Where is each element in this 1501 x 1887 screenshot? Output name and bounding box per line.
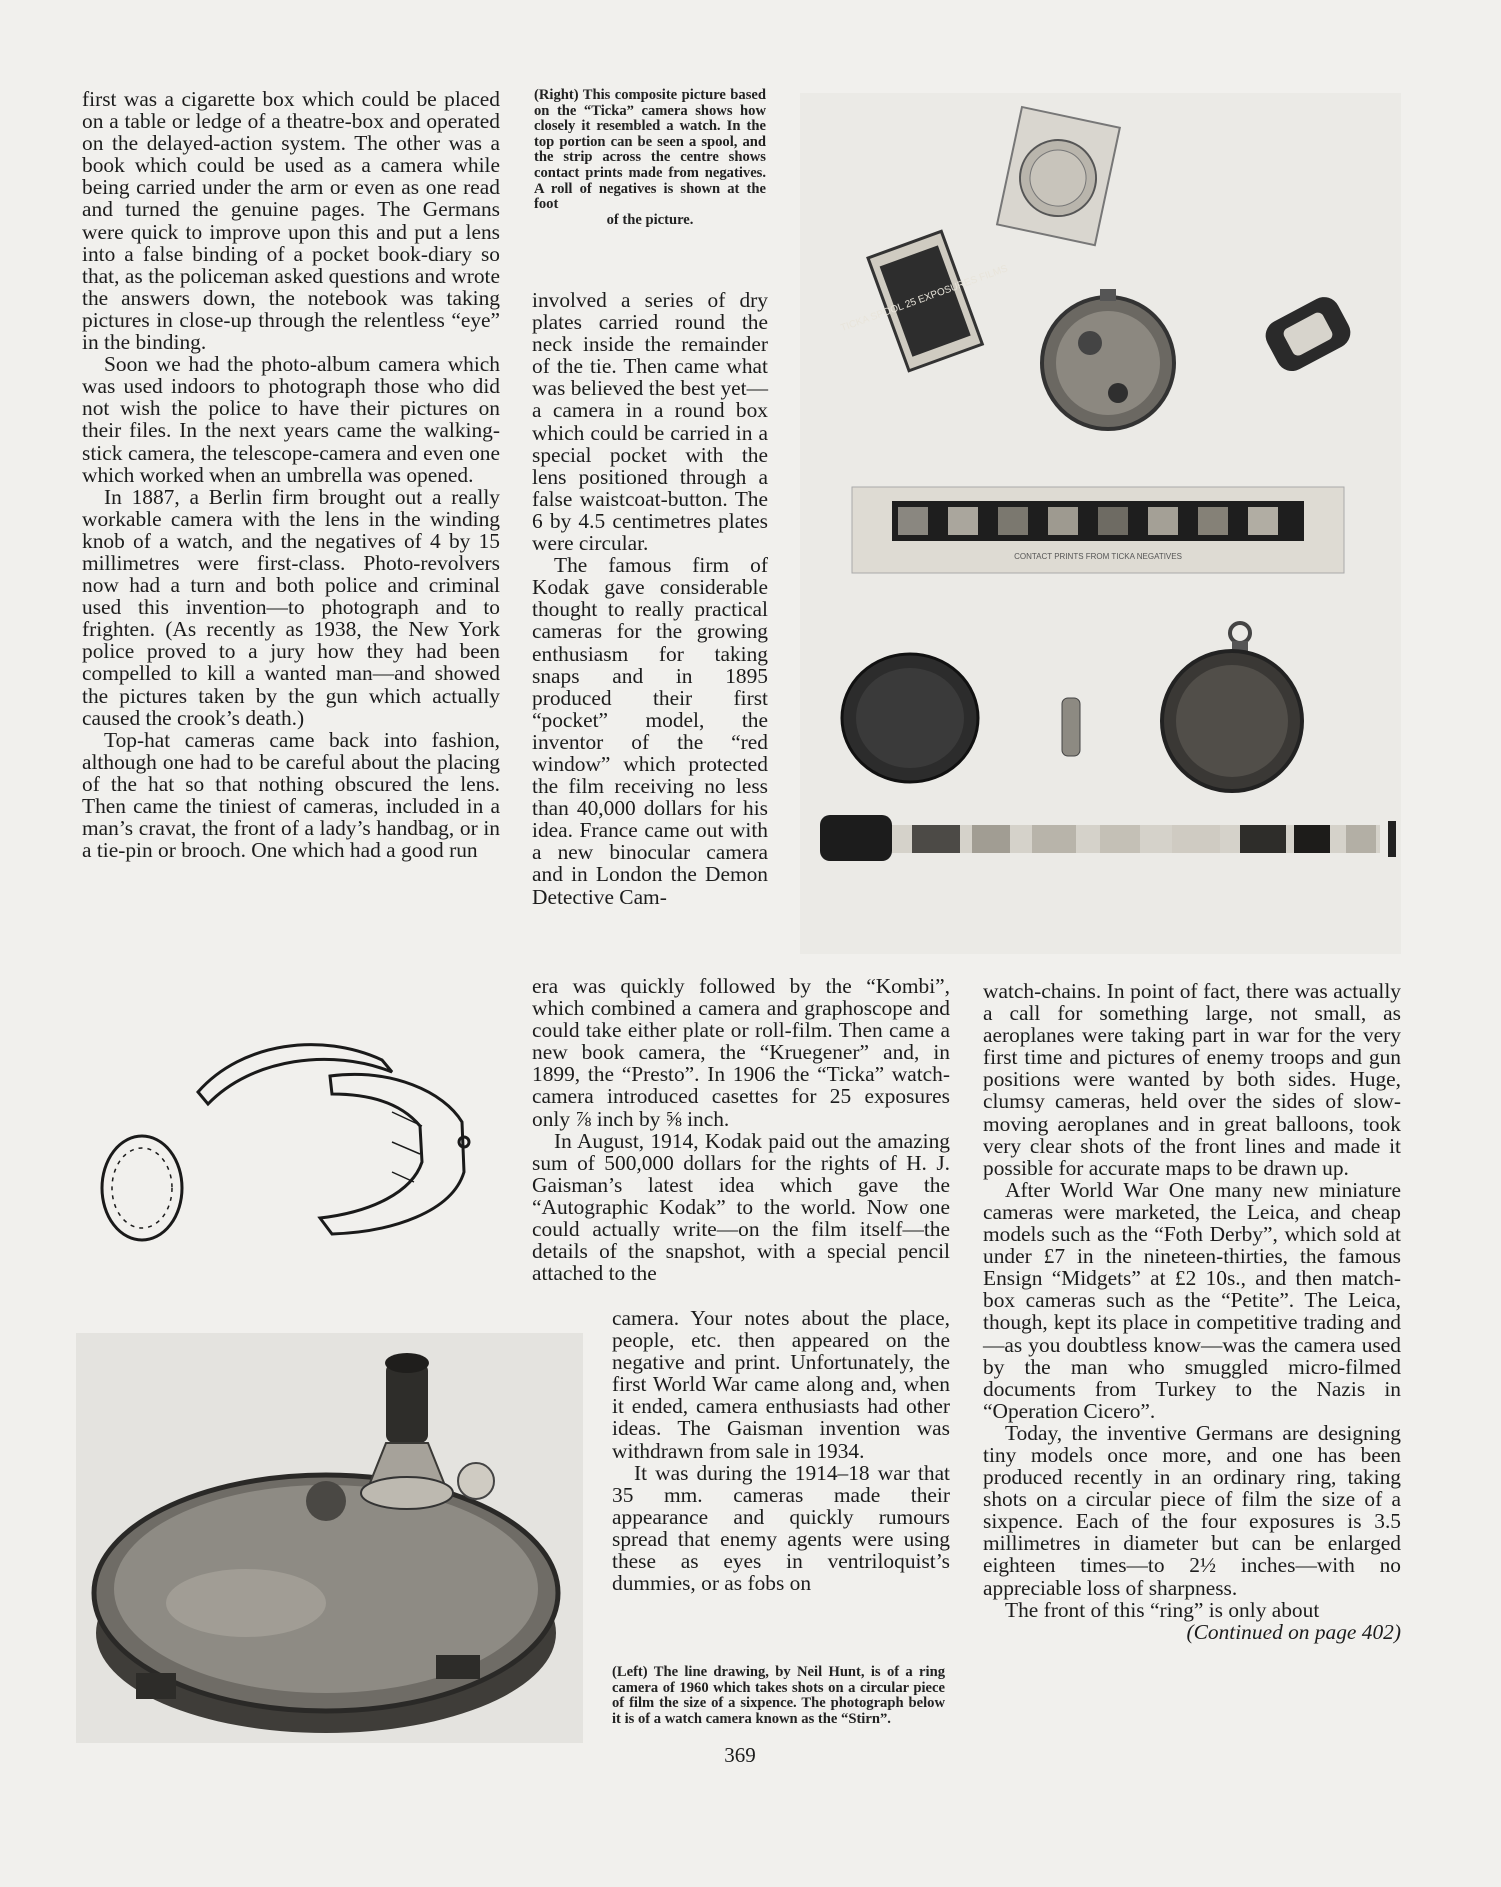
ticka-photo-svg: [800, 93, 1401, 954]
middle-lower-column: [612, 1307, 950, 1594]
ring-camera-body: [320, 1074, 464, 1234]
round-tin-image: [842, 654, 978, 782]
right-column: [983, 980, 1401, 1643]
contact-strip-label: CONTACT PRINTS FROM TICKA NEGATIVES: [1014, 552, 1182, 561]
middle-narrow-column: [532, 289, 768, 908]
ticka-composite-photo: [800, 93, 1401, 954]
ring-lens-disc: [102, 1136, 182, 1240]
left-paragraph-4: Top-hat cameras came back into fashion, although one had to be careful about the placing of the hat so that nothing obscured the lens. Then came the tiniest of cameras, included in a man’s cravat, the front of a lady’s handbag, or in a tie-pin or brooch. One which had a good run: [82, 727, 500, 863]
middle-lower-paragraph-1: camera. Your notes about the place, people, etc. then appeared on the negative and print. Unfortunately, the first World War came along and, when it ended, camera enthusiasts had other ideas. The Gaisman invention was withdrawn from sale in 1934.: [612, 1306, 950, 1463]
left-column: [82, 88, 500, 861]
right-paragraph-1: watch-chains. In point of fact, there was actually a call for something large, not small, as aeroplanes were taking part in war for the very first time and pictures of enemy troops and gun positions were wanted by both sides. Huge, clumsy cameras, held over the sides of slow-moving aeroplanes and in great balloons, took very clear shots of the front lines and made it possible for accurate maps to be drawn up.: [983, 979, 1401, 1180]
left-paragraph-2: Soon we had the photo-album camera which was used indoors to photograph those who did not wish the police to have their pictures on their files. In the next years came the walking-stick camera, the telescope-camera and even one which worked when an umbrella was opened.: [82, 352, 500, 487]
middle-wide-paragraph-2: In August, 1914, Kodak paid out the amazing sum of 500,000 dollars for the rights of H. J. Gaisman’s latest idea which gave the “Autographic Kodak” to the world. Now one could actually write—on the film itself—the details of the snapshot, with a special pencil attached to the: [532, 1128, 950, 1286]
contact-print-strip: [852, 487, 1344, 573]
ring-camera-drawing: [92, 1022, 492, 1252]
left-paragraph-1: first was a cigarette box which could be placed on a table or ledge of a theatre-box and operated on the delayed-action system. The other was a book which could be used as a camera while being carried under the arm or even as one read and turned the genuine pages. The Germans were quick to improve upon this and put a lens into a false binding of a pocket book-diary so that, as the policeman asked questions and wrote the answers down, the notebook was taking pictures in close-up through the relentless “eye” in the binding.: [82, 87, 500, 355]
spool-box-label: TICKA SPOOL 25 EXPOSURES FILMS: [839, 263, 1010, 335]
middle-wide-column: [532, 975, 950, 1284]
stirn-photo-svg: [76, 1333, 583, 1743]
right-paragraph-2: After World War One many new miniature cameras were marketed, the Leica, and cheap models such as the “Foth Derby”, which sold at under £7 in the nineteen-thirties, the famous Ensign “Midgets” at £2 10s., and then match-box cameras such as the “Petite”. The Leica, though, kept its place in competitive trading and—as you doubtless know—was the camera used by the man who smuggled micro-filmed documents from Turkey to the Nazis in “Operation Cicero”.: [983, 1177, 1401, 1423]
middle-paragraph-1: involved a series of dry plates carried round the neck inside the remainder of the tie. Then came what was believed the best yet—a camera in a round box which could be carried in a special pocket with the lens positioned through a false waistcoat-button. The 6 by 4.5 centimetres plates were circular.: [532, 288, 768, 556]
middle-paragraph-2: The famous firm of Kodak gave considerable thought to really practical cameras for the growing enthusiasm for taking snaps and in 1895 produced their first “pocket” model, the inventor of the “red window” which protected the film receiving no less than 40,000 dollars for his idea. France came out with a new binocular camera and in London the Demon Detective Cam-: [532, 553, 768, 909]
middle-wide-paragraph-1: era was quickly followed by the “Kombi”, which combined a camera and graphoscope and could take either plate or roll-film. Then came a new book camera, the “Kruegener” and, in 1899, the “Presto”. In 1906 the “Ticka” watch-camera introduced casettes for 25 exposures only ⅞ inch by ⅝ inch.: [532, 974, 950, 1131]
caption-ticka: [534, 88, 766, 228]
caption-ring-camera: (Left) The line drawing, by Neil Hunt, is of a ring camera of 1960 which takes shots on a circular piece of film the size of a sixpence. The photograph below it is of a watch camera known as the “Stirn”.: [612, 1664, 945, 1727]
caption-ticka-text: (Right) This composite picture based on the “Ticka” camera shows how closely it resembled a watch. In the top portion can be seen a spool, and the strip across the centre shows contact prints made from negatives. A roll of negatives is shown at the foot: [534, 87, 766, 213]
continued-note: (Continued on page 402): [1186, 1619, 1401, 1644]
left-paragraph-3: In 1887, a Berlin firm brought out a really workable camera with the lens in the winding knob of a watch, and the negatives of 4 by 15 millimetres were first-class. Photo-revolvers now had a turn and both police and criminal used this invention—to photograph and to frighten. (As recently as 1938, the New York police proved to a jury how they had been compelled to kill a wanted man—and showed the pictures taken by the gun which actually caused the crook’s death.): [82, 484, 500, 730]
page-number: 369: [724, 1743, 756, 1767]
stirn-camera-photo: [76, 1333, 583, 1743]
middle-lower-paragraph-2: It was during the 1914–18 war that 35 mm. cameras made their appearance and quickly rumours spread that enemy agents were using these as eyes in ventriloquist’s dummies, or as fobs on: [612, 1460, 950, 1596]
caption-ticka-last: of the picture.: [606, 211, 694, 228]
film-canister-image: [1062, 698, 1080, 756]
right-paragraph-3: Today, the inventive Germans are designing tiny models once more, and one has been produced recently in an ordinary ring, taking shots on a circular piece of film the size of a sixpence. Each of the four exposures is 3.5 millimetres in diameter but can be enlarged eighteen times—to 2½ inches—with no appreciable loss of sharpness.: [983, 1420, 1401, 1600]
right-paragraph-4: The front of this “ring” is only about: [1005, 1597, 1320, 1622]
